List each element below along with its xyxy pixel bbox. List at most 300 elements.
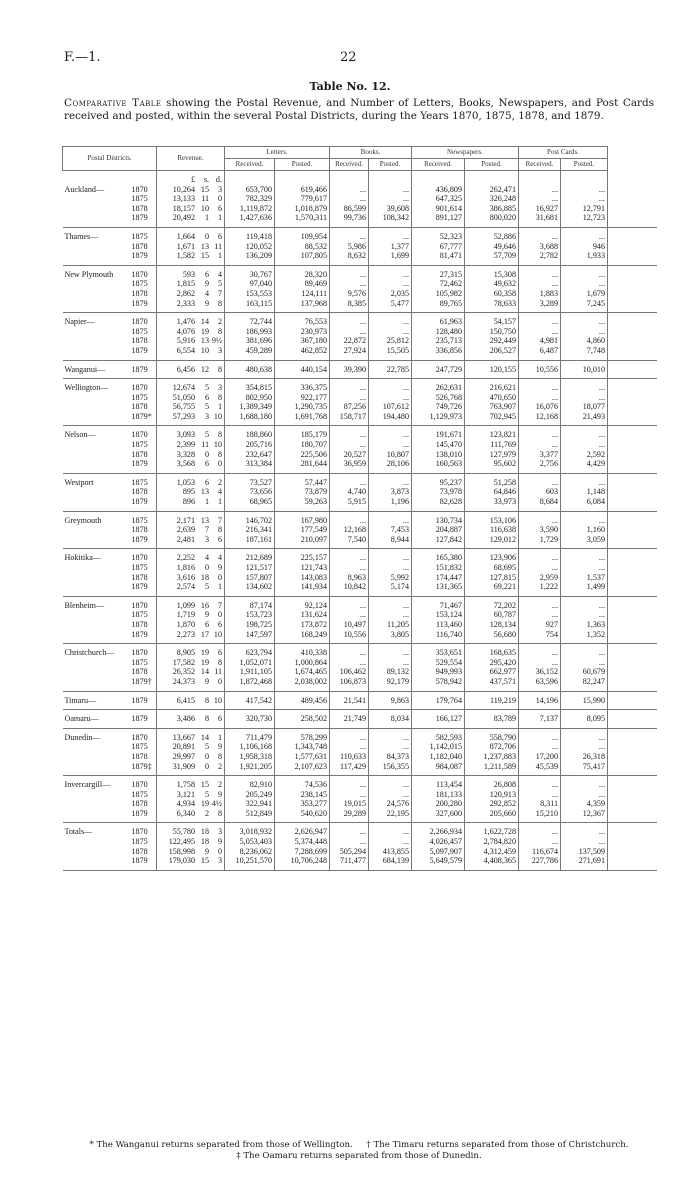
col-header-letters: Letters.	[225, 147, 330, 159]
revenue-cell	[157, 299, 225, 313]
revenue-pounds: 1,053	[176, 477, 195, 487]
revenue-pence: 3	[217, 383, 222, 393]
newspapers-received-cell: 1,129,973	[412, 412, 465, 426]
revenue-pence: 8	[217, 326, 222, 336]
revenue-shillings: 11	[201, 194, 209, 204]
newspapers-received-cell: 151,832	[412, 563, 465, 573]
table-row	[63, 336, 657, 346]
revenue-shillings: 15	[200, 780, 209, 790]
books-posted-cell: 684,139	[369, 856, 412, 870]
revenue-pence: 2	[217, 761, 222, 771]
table-row	[63, 752, 657, 762]
post-cards-received-cell: ...	[519, 596, 561, 610]
letters-posted-cell: 1,290,735	[275, 402, 330, 412]
district-name	[63, 535, 132, 549]
letters-posted-cell: 88,532	[275, 242, 330, 252]
books-posted-cell: 156,355	[369, 762, 412, 776]
post-cards-received-cell: ...	[519, 313, 561, 327]
books-posted-cell: ...	[369, 379, 412, 393]
revenue-shillings: 10	[200, 203, 209, 213]
books-posted-cell: 3,805	[369, 630, 412, 644]
year-cell: 1878	[131, 619, 148, 629]
spacer	[608, 299, 657, 313]
revenue-pence: 10	[213, 695, 222, 705]
books-received-cell: 5,986	[330, 242, 369, 252]
table-row	[63, 450, 657, 460]
revenue-cell	[157, 313, 225, 327]
letters-posted-cell: 281,644	[275, 459, 330, 473]
letters-posted-cell: 185,179	[275, 426, 330, 440]
letters-received-cell: 87,174	[225, 596, 275, 610]
letters-posted-cell: 225,157	[275, 549, 330, 563]
year-cell: 1879	[132, 630, 157, 644]
year-cell: 1875	[131, 610, 148, 620]
revenue-pounds: 1,664	[176, 231, 195, 241]
year-cell: 1878	[131, 449, 148, 459]
books-received-cell: 21,541	[330, 691, 369, 710]
revenue-cell	[157, 535, 225, 549]
revenue-shillings: 15	[200, 856, 209, 866]
revenue-cell	[157, 799, 225, 809]
books-received-cell: 711,477	[330, 856, 369, 870]
letters-received-header: Received.	[225, 159, 275, 171]
table-row	[63, 582, 657, 596]
district-name	[63, 752, 132, 762]
revenue-shillings: 15	[200, 184, 209, 194]
newspapers-posted-cell: 123,906	[465, 549, 519, 563]
letters-received-cell: 188,860	[225, 426, 275, 440]
revenue-cell	[157, 525, 225, 535]
revenue-pence: 10	[213, 440, 222, 450]
post-cards-posted-cell: ...	[561, 563, 608, 573]
books-received-cell: ...	[330, 473, 369, 487]
district-name	[63, 667, 132, 677]
spacer	[608, 159, 657, 171]
letters-posted-cell: 143,083	[275, 573, 330, 583]
table-row	[63, 204, 657, 214]
post-cards-posted-cell: 7,245	[561, 299, 608, 313]
letters-received-cell: 68,965	[225, 497, 275, 511]
pence-unit: d.	[215, 175, 222, 184]
spacer	[608, 440, 657, 450]
books-received-cell: 9,576	[330, 289, 369, 299]
revenue-cell	[157, 658, 225, 668]
revenue-pounds: 13,667	[172, 732, 195, 742]
newspapers-posted-cell: 116,638	[465, 525, 519, 535]
revenue-pence: 5	[217, 279, 222, 289]
newspapers-posted-cell: 111,769	[465, 440, 519, 450]
revenue-pence: 6	[217, 619, 222, 629]
revenue-pounds: 179,030	[168, 856, 195, 866]
post-cards-posted-cell: 75,417	[561, 762, 608, 776]
post-cards-posted-cell: ...	[561, 265, 608, 279]
letters-posted-cell: 410,338	[275, 644, 330, 658]
district-name: Wanganui—	[63, 360, 132, 379]
district-name	[63, 620, 132, 630]
year-cell: 1875	[131, 515, 148, 525]
books-received-cell: ...	[330, 658, 369, 668]
post-cards-posted-cell: 8,095	[561, 710, 608, 729]
post-cards-received-cell: 2,782	[519, 251, 561, 265]
table-row	[63, 762, 657, 776]
books-posted-cell: ...	[369, 194, 412, 204]
post-cards-received-cell: 17,200	[519, 752, 561, 762]
district-name	[63, 289, 132, 299]
post-cards-received-cell: ...	[519, 610, 561, 620]
post-cards-posted-cell: 4,860	[561, 336, 608, 346]
post-cards-posted-cell: ...	[561, 511, 608, 525]
letters-received-cell: 711,479	[225, 728, 275, 742]
year-cell: 1870	[131, 780, 148, 790]
revenue-pence: 8	[217, 430, 222, 440]
revenue-pence: 6	[217, 648, 222, 658]
newspapers-posted-cell: 60,787	[465, 610, 519, 620]
newspapers-received-cell: 105,982	[412, 289, 465, 299]
blank-cell	[132, 171, 157, 185]
letters-posted-cell: 1,577,631	[275, 752, 330, 762]
revenue-shillings: 8	[204, 714, 209, 724]
district-name	[63, 204, 132, 214]
district-name: Nelson—	[64, 430, 96, 440]
post-cards-posted-cell: 946	[561, 242, 608, 252]
newspapers-posted-cell: 60,358	[465, 289, 519, 299]
revenue-shillings: 7	[204, 525, 209, 535]
revenue-shillings: 6	[204, 269, 209, 279]
year-cell: 1878	[131, 751, 148, 761]
revenue-pounds: 31,909	[172, 761, 195, 771]
revenue-pounds: 3,093	[176, 430, 195, 440]
revenue-shillings: 6	[204, 459, 209, 469]
revenue-shillings: 19	[200, 648, 209, 658]
year-cell: 1879*	[132, 412, 157, 426]
revenue-pence: 0	[217, 676, 222, 686]
post-cards-posted-cell: 1,352	[561, 630, 608, 644]
revenue-pence: 8	[217, 525, 222, 535]
newspapers-posted-cell: 69,221	[465, 582, 519, 596]
spacer	[608, 823, 657, 837]
post-cards-posted-cell: ...	[561, 279, 608, 289]
post-cards-received-cell: 603	[519, 487, 561, 497]
revenue-shillings: 1	[204, 497, 209, 507]
newspapers-received-cell: 526,768	[412, 393, 465, 403]
revenue-cell	[157, 459, 225, 473]
books-posted-header: Posted.	[369, 159, 412, 171]
books-received-cell: ...	[330, 823, 369, 837]
revenue-shillings: 17	[200, 629, 209, 639]
blank-cell	[369, 171, 412, 185]
post-cards-posted-cell: 12,723	[561, 213, 608, 227]
books-posted-cell: ...	[369, 279, 412, 289]
revenue-pence: 4	[217, 269, 222, 279]
revenue-cell	[157, 204, 225, 214]
letters-posted-cell: 367,180	[275, 336, 330, 346]
blank-cell	[412, 171, 465, 185]
revenue-shillings: 10	[200, 345, 209, 355]
newspapers-received-cell: 353,651	[412, 644, 465, 658]
district-name: Auckland—	[64, 184, 105, 194]
district-name	[63, 742, 132, 752]
newspapers-posted-cell: 153,106	[465, 511, 519, 525]
newspapers-posted-cell: 52,886	[465, 227, 519, 241]
letters-posted-cell: 210,097	[275, 535, 330, 549]
revenue-pence: 3	[217, 345, 222, 355]
books-posted-cell: 8,944	[369, 535, 412, 549]
revenue-shillings: 4	[204, 288, 209, 298]
table-row	[63, 459, 657, 473]
revenue-shillings: 4	[204, 553, 209, 563]
books-received-cell: ...	[330, 790, 369, 800]
blank-cell	[519, 171, 561, 185]
revenue-shillings: 13	[200, 336, 209, 346]
spacer	[608, 677, 657, 691]
table-row	[63, 620, 657, 630]
books-posted-cell: 1,196	[369, 497, 412, 511]
post-cards-posted-cell: ...	[561, 658, 608, 668]
revenue-cell	[157, 752, 225, 762]
district-name	[63, 279, 132, 289]
table-row	[63, 525, 657, 535]
post-cards-received-cell: ...	[519, 728, 561, 742]
district-name	[63, 677, 132, 691]
post-cards-received-cell: ...	[519, 742, 561, 752]
spacer	[608, 450, 657, 460]
district-name	[63, 563, 132, 573]
books-posted-cell: ...	[369, 185, 412, 195]
books-posted-cell: ...	[369, 440, 412, 450]
newspapers-received-cell: 891,127	[412, 213, 465, 227]
year-cell: 1870	[131, 430, 148, 440]
post-cards-posted-cell: ...	[561, 837, 608, 847]
revenue-pounds: 13,133	[172, 194, 195, 204]
revenue-pence: 8	[217, 751, 222, 761]
revenue-pounds: 2,252	[176, 553, 195, 563]
letters-received-cell: 1,106,168	[225, 742, 275, 752]
revenue-shillings: 13	[200, 515, 209, 525]
books-received-cell: 87,256	[330, 402, 369, 412]
newspapers-posted-cell: 26,808	[465, 776, 519, 790]
books-posted-cell: 5,174	[369, 582, 412, 596]
revenue-pounds: 2,574	[176, 582, 195, 592]
books-posted-cell: 107,612	[369, 402, 412, 412]
revenue-pounds: 2,862	[176, 288, 195, 298]
newspapers-received-cell: 1,182,040	[412, 752, 465, 762]
revenue-pounds: 1,476	[176, 317, 195, 327]
newspapers-received-cell: 130,734	[412, 511, 465, 525]
letters-posted-cell: 440,154	[275, 360, 330, 379]
revenue-pounds: 20,891	[172, 742, 195, 752]
post-cards-posted-cell: ...	[561, 823, 608, 837]
spacer	[608, 426, 657, 440]
table-row	[63, 242, 657, 252]
letters-posted-cell: 1,018,879	[275, 204, 330, 214]
revenue-shillings: 14	[200, 667, 209, 677]
district-name	[63, 346, 132, 360]
caption-text: showing the Postal Revenue, and Number of Letters, Books, Newspapers, and Post Cards received and posted, within the several Postal Districts, during the Years 1870, 1875, 1878, and 1879.	[64, 97, 654, 122]
newspapers-posted-cell: 1,622,728	[465, 823, 519, 837]
books-received-cell: ...	[330, 644, 369, 658]
letters-received-cell: 417,542	[225, 691, 275, 710]
revenue-cell	[157, 265, 225, 279]
newspapers-received-cell: 582,593	[412, 728, 465, 742]
post-cards-received-cell: 15,210	[519, 809, 561, 823]
newspapers-received-cell: 128,480	[412, 327, 465, 337]
books-received-cell: ...	[330, 227, 369, 241]
newspapers-posted-cell: 558,790	[465, 728, 519, 742]
letters-received-cell: 216,341	[225, 525, 275, 535]
letters-posted-cell: 107,805	[275, 251, 330, 265]
post-cards-posted-cell: 18,077	[561, 402, 608, 412]
books-received-cell: ...	[330, 393, 369, 403]
letters-posted-cell: 73,879	[275, 487, 330, 497]
newspapers-received-cell: 191,671	[412, 426, 465, 440]
spacer	[608, 360, 657, 379]
newspapers-posted-cell: 129,012	[465, 535, 519, 549]
newspapers-received-cell: 138,010	[412, 450, 465, 460]
letters-received-cell: 97,040	[225, 279, 275, 289]
year-cell: 1878	[131, 846, 148, 856]
year-cell: 1870	[131, 269, 148, 279]
spacer	[608, 213, 657, 227]
district-name	[63, 582, 132, 596]
revenue-cell	[157, 549, 225, 563]
letters-posted-cell: 168,249	[275, 630, 330, 644]
post-cards-received-cell: ...	[519, 185, 561, 195]
spacer	[608, 147, 657, 159]
revenue-cell	[157, 677, 225, 691]
revenue-cell	[157, 790, 225, 800]
post-cards-posted-cell: 6,084	[561, 497, 608, 511]
table-row	[63, 412, 657, 426]
newspapers-received-cell: 1,142,015	[412, 742, 465, 752]
district-name: Wellington—	[64, 383, 109, 393]
books-received-cell: ...	[330, 776, 369, 790]
newspapers-received-cell: 127,842	[412, 535, 465, 549]
spacer	[608, 790, 657, 800]
revenue-shillings: 5	[204, 789, 209, 799]
table-row	[63, 426, 657, 440]
revenue-cell	[157, 185, 225, 195]
letters-received-cell: 313,384	[225, 459, 275, 473]
spacer	[608, 227, 657, 241]
letters-received-cell: 73,527	[225, 473, 275, 487]
table-row	[63, 402, 657, 412]
letters-posted-cell: 489,456	[275, 691, 330, 710]
table-row	[63, 327, 657, 337]
newspapers-received-cell: 327,600	[412, 809, 465, 823]
post-cards-posted-cell: 1,679	[561, 289, 608, 299]
post-cards-posted-cell: 82,247	[561, 677, 608, 691]
revenue-pence: 0	[217, 459, 222, 469]
district-name	[63, 242, 132, 252]
revenue-pounds: 6,415	[176, 695, 195, 705]
year-cell: 1870	[131, 184, 148, 194]
letters-posted-cell: 76,553	[275, 313, 330, 327]
books-posted-cell: ...	[369, 426, 412, 440]
year-cell: 1878	[131, 203, 148, 213]
revenue-cell	[157, 776, 225, 790]
letters-received-cell: 153,723	[225, 610, 275, 620]
revenue-pounds: 158,998	[168, 846, 195, 856]
letters-received-cell: 187,161	[225, 535, 275, 549]
revenue-pounds: 3,568	[176, 459, 195, 469]
district-name: Oamaru—	[63, 710, 132, 729]
revenue-shillings: 18	[200, 837, 209, 847]
revenue-cell	[157, 360, 225, 379]
district-name	[63, 630, 132, 644]
year-cell: 1878	[131, 288, 148, 298]
district-name: Invercargill—	[64, 780, 111, 790]
table-row	[63, 487, 657, 497]
revenue-shillings: 0	[204, 231, 209, 241]
newspapers-received-cell: 165,380	[412, 549, 465, 563]
revenue-pounds: 3,616	[176, 572, 195, 582]
letters-received-cell: 320,730	[225, 710, 275, 729]
year-cell: 1875	[131, 231, 148, 241]
district-name	[63, 327, 132, 337]
letters-posted-cell: 1,691,768	[275, 412, 330, 426]
district-name	[63, 856, 132, 870]
revenue-shillings: 6	[204, 392, 209, 402]
spacer	[608, 525, 657, 535]
district-name: Hokitika—	[64, 553, 101, 563]
letters-received-cell: 232,647	[225, 450, 275, 460]
newspapers-posted-cell: 119,219	[465, 691, 519, 710]
revenue-pence: 1	[217, 582, 222, 592]
revenue-pounds: 17,582	[172, 657, 195, 667]
district-name: Thames—	[64, 231, 99, 241]
table-row	[63, 313, 657, 327]
revenue-cell	[157, 644, 225, 658]
revenue-pounds: 122,495	[168, 837, 195, 847]
newspapers-received-cell: 153,124	[412, 610, 465, 620]
post-cards-posted-cell: ...	[561, 227, 608, 241]
revenue-cell	[157, 487, 225, 497]
year-cell: 1875	[131, 326, 148, 336]
spacer	[608, 289, 657, 299]
year-cell: 1875	[131, 194, 148, 204]
table-row	[63, 658, 657, 668]
newspapers-received-header: Received.	[412, 159, 465, 171]
caption-lead: Comparative Table	[64, 97, 162, 109]
books-received-cell: 36,959	[330, 459, 369, 473]
books-received-cell: ...	[330, 327, 369, 337]
letters-posted-cell: 109,954	[275, 227, 330, 241]
books-received-cell: ...	[330, 511, 369, 525]
revenue-pounds: 896	[182, 497, 195, 507]
district-name	[63, 459, 132, 473]
letters-posted-cell: 353,277	[275, 799, 330, 809]
spacer	[608, 837, 657, 847]
district-name: Totals—	[64, 827, 93, 837]
year-cell: 1878	[131, 487, 148, 497]
letters-received-cell: 1,921,205	[225, 762, 275, 776]
books-received-cell: 158,717	[330, 412, 369, 426]
post-cards-posted-cell: ...	[561, 549, 608, 563]
books-posted-cell: 25,812	[369, 336, 412, 346]
table-row	[63, 799, 657, 809]
letters-received-cell: 157,807	[225, 573, 275, 583]
district-name: Christchurch—	[64, 648, 115, 658]
table-row	[63, 630, 657, 644]
newspapers-received-cell: 262,631	[412, 379, 465, 393]
post-cards-posted-cell: 2,592	[561, 450, 608, 460]
letters-received-cell: 120,052	[225, 242, 275, 252]
revenue-cell	[157, 440, 225, 450]
district-name	[63, 573, 132, 583]
district-name	[63, 194, 132, 204]
books-received-cell: ...	[330, 837, 369, 847]
spacer	[608, 667, 657, 677]
